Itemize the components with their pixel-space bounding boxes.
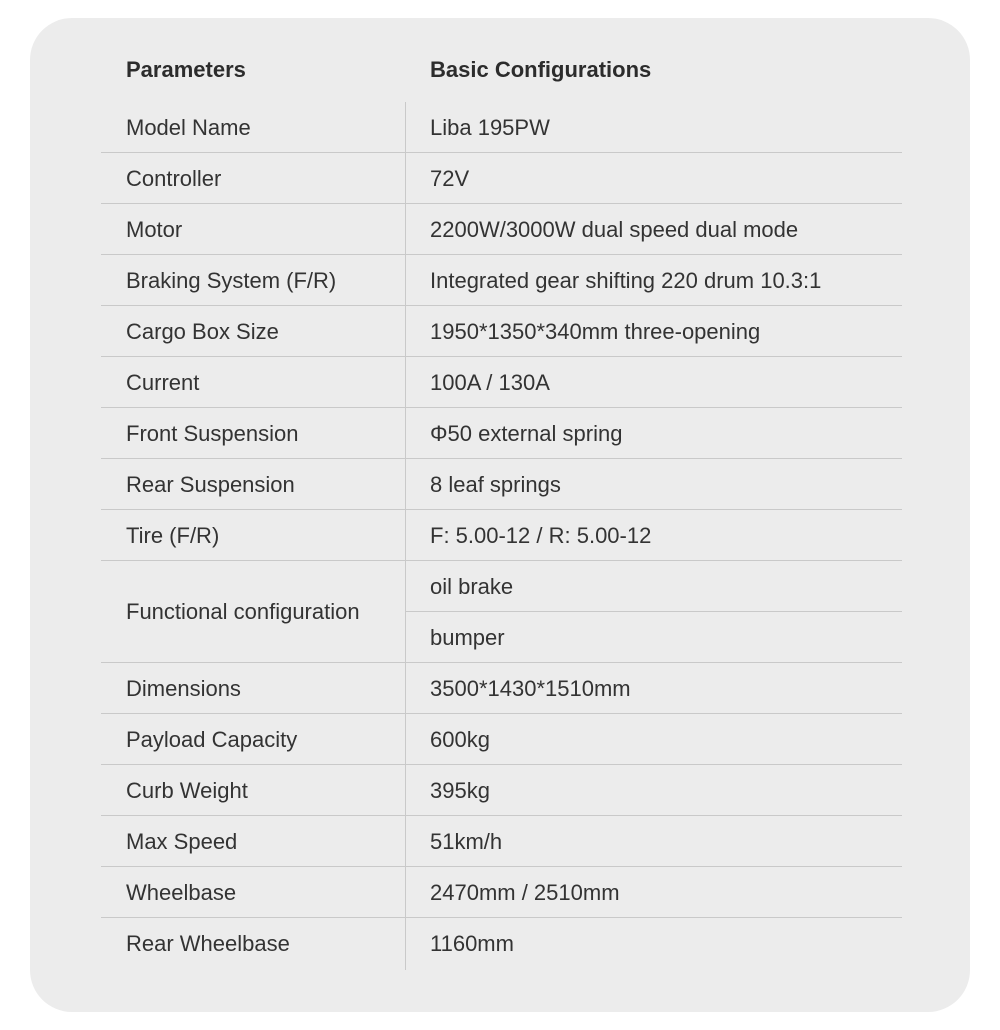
table-header: [30, 18, 970, 102]
param-value: oil brake: [430, 574, 514, 599]
table-row: [101, 357, 902, 408]
param-label: Motor: [126, 217, 183, 242]
param-label: Functional configuration: [126, 599, 360, 624]
header-parameters: Parameters: [126, 57, 246, 82]
param-value: 395kg: [430, 778, 490, 803]
param-value: 600kg: [430, 727, 490, 752]
param-value: 3500*1430*1510mm: [430, 676, 631, 701]
param-label: Max Speed: [126, 829, 238, 854]
param-value: Liba 195PW: [430, 115, 550, 140]
param-label: Cargo Box Size: [126, 319, 279, 344]
param-value: Integrated gear shifting 220 drum 10.3:1: [430, 268, 822, 293]
param-label: Tire (F/R): [126, 523, 220, 548]
param-label: Wheelbase: [126, 880, 237, 905]
table-row: [101, 714, 902, 765]
param-label: Dimensions: [126, 676, 241, 701]
param-value: 100A / 130A: [430, 370, 550, 395]
spec-table: [101, 102, 902, 970]
param-value: bumper: [430, 625, 505, 650]
table-row: [101, 306, 902, 357]
table-row: [101, 102, 902, 153]
param-value: 1950*1350*340mm three-opening: [430, 319, 761, 344]
table-row: [101, 153, 902, 204]
spec-card: [30, 18, 970, 1012]
table-row: [101, 510, 902, 561]
param-label: Rear Suspension: [126, 472, 295, 497]
param-value: 8 leaf springs: [430, 472, 561, 497]
param-value: 2470mm / 2510mm: [430, 880, 620, 905]
table-row: [101, 255, 902, 306]
functional-configuration-group: [101, 561, 902, 663]
functional-subrow: [406, 612, 902, 663]
param-value: F: 5.00-12 / R: 5.00-12: [430, 523, 652, 548]
param-value: 72V: [430, 166, 470, 191]
table-row: [101, 816, 902, 867]
table-row: [101, 867, 902, 918]
param-label: Payload Capacity: [126, 727, 298, 752]
functional-subrow: [406, 561, 902, 612]
param-value: 51km/h: [430, 829, 503, 854]
param-label: Front Suspension: [126, 421, 299, 446]
param-value: 1160mm: [430, 931, 514, 956]
param-value: Φ50 external spring: [430, 421, 623, 446]
param-label: Controller: [126, 166, 222, 191]
table-row: [101, 408, 902, 459]
table-row: [101, 204, 902, 255]
header-basic-configurations: Basic Configurations: [430, 57, 652, 82]
table-row: [101, 663, 902, 714]
table-row: [101, 918, 902, 969]
param-label: Curb Weight: [126, 778, 248, 803]
param-label: Rear Wheelbase: [126, 931, 290, 956]
param-label: Model Name: [126, 115, 251, 140]
param-label: Braking System (F/R): [126, 268, 337, 293]
table-row: [101, 459, 902, 510]
param-label: Current: [126, 370, 200, 395]
param-value: 2200W/3000W dual speed dual mode: [430, 217, 799, 242]
table-row: [101, 765, 902, 816]
